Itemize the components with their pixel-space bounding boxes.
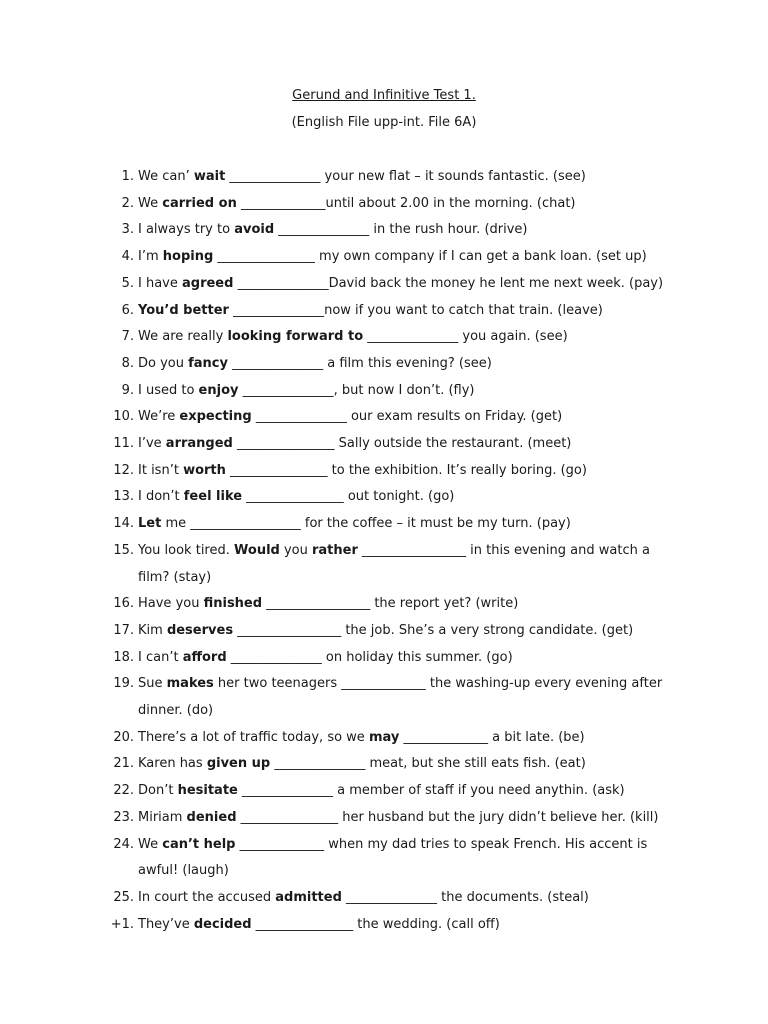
key-verb: enjoy	[198, 382, 239, 398]
question-fragment: Don’t	[138, 783, 178, 799]
question-fragment: We’re	[138, 409, 180, 425]
key-verb: Would	[234, 542, 280, 558]
key-verb: expecting	[179, 409, 252, 425]
key-verb: arranged	[165, 436, 233, 452]
question-item	[0, 404, 768, 431]
question-fragment: ______________ a member of staff if you need anythin. (ask)	[237, 783, 625, 799]
question-fragment: ______________David back the money he lent me next week. (pay)	[233, 275, 664, 291]
question-item	[0, 751, 768, 778]
question-fragment: ______________ your new flat – it sounds fantastic. (see)	[225, 169, 586, 184]
question-number: 4.	[121, 249, 134, 265]
question-fragment: I have	[138, 275, 182, 291]
question-number: 11.	[113, 436, 134, 452]
key-verb: worth	[183, 462, 226, 478]
key-verb: Let	[138, 516, 162, 532]
question-fragment: We are really	[138, 329, 228, 345]
question-number: 6.	[121, 302, 134, 318]
question-fragment: _______________ the wedding. (call off)	[251, 916, 500, 932]
question-text	[138, 538, 683, 591]
question-number: 20.	[113, 729, 134, 745]
question-fragment: We	[138, 836, 163, 852]
key-verb: wait	[193, 169, 226, 184]
question-item	[0, 885, 768, 912]
question-text	[138, 484, 683, 511]
question-text	[138, 912, 683, 939]
question-fragment: _____________ a bit late. (be)	[399, 729, 585, 745]
question-number: 16.	[113, 596, 134, 612]
question-number: 8.	[121, 355, 134, 371]
key-verb: admitted	[275, 889, 342, 905]
key-verb: may	[368, 729, 400, 745]
question-number: 19.	[113, 676, 134, 692]
key-verb: looking forward to	[227, 329, 364, 345]
question-fragment: Have you	[138, 596, 204, 612]
question-number: 3.	[121, 222, 134, 238]
question-number: 14.	[113, 516, 134, 532]
question-text	[138, 671, 683, 724]
question-fragment: We can’	[138, 169, 194, 184]
question-item	[0, 671, 768, 724]
question-fragment: I always try to	[138, 222, 235, 238]
question-number: 1.	[121, 169, 134, 184]
key-verb: agreed	[182, 275, 234, 291]
question-text	[138, 324, 683, 351]
question-number: 12.	[113, 462, 134, 478]
question-text	[138, 217, 683, 244]
question-fragment: ________________ the job. She’s a very strong candidate. (get)	[233, 622, 634, 638]
question-text	[138, 404, 683, 431]
question-item	[0, 244, 768, 271]
question-text	[138, 191, 683, 218]
question-fragment: _______________ out tonight. (go)	[242, 489, 455, 505]
question-fragment: ______________ on holiday this summer. (go)	[226, 649, 513, 665]
question-fragment: Miriam	[138, 809, 187, 825]
question-fragment: ______________ in the rush hour. (drive)	[274, 222, 528, 238]
key-verb: feel like	[183, 489, 243, 505]
page-subtitle: (English File upp-int. File 6A)	[291, 115, 477, 130]
page-title: Gerund and Infinitive Test 1.	[292, 88, 476, 103]
question-number: 23.	[113, 809, 134, 825]
question-text	[138, 298, 683, 325]
question-fragment: _____________ when my dad tries to speak French. His accent is awful! (laugh)	[138, 836, 648, 879]
question-number: 22.	[113, 783, 134, 799]
key-verb: avoid	[234, 222, 275, 238]
key-verb: given up	[206, 756, 271, 772]
question-text	[138, 351, 683, 378]
question-number: 9.	[121, 382, 134, 398]
question-text	[138, 591, 683, 618]
question-text	[138, 511, 683, 538]
question-text	[138, 805, 683, 832]
question-text	[138, 778, 683, 805]
question-item	[0, 645, 768, 672]
question-fragment: Do you	[138, 355, 189, 371]
question-item	[0, 912, 768, 939]
question-fragment: I’ve	[138, 436, 166, 452]
question-fragment: I’m	[138, 249, 163, 265]
question-text	[138, 645, 683, 672]
question-item	[0, 298, 768, 325]
question-fragment: _______________ her husband but the jury didn’t believe her. (kill)	[236, 809, 659, 825]
question-fragment: It isn’t	[138, 462, 184, 478]
question-fragment: her two teenagers _____________ the washing-up every evening after dinner. (do)	[138, 676, 663, 719]
question-item	[0, 725, 768, 752]
question-item	[0, 458, 768, 485]
question-list	[0, 164, 768, 938]
key-verb: denied	[186, 809, 237, 825]
question-fragment: In court the accused	[138, 889, 276, 905]
key-verb: makes	[166, 676, 214, 692]
question-fragment: I can’t	[138, 649, 183, 665]
question-item	[0, 271, 768, 298]
question-text	[138, 725, 683, 752]
question-item	[0, 191, 768, 218]
question-item	[0, 324, 768, 351]
question-number: 15.	[113, 542, 134, 558]
question-item	[0, 832, 768, 885]
key-verb: carried on	[162, 195, 237, 211]
question-item	[0, 778, 768, 805]
question-fragment: I used to	[138, 382, 199, 398]
question-item	[0, 511, 768, 538]
key-verb: decided	[193, 916, 252, 932]
key-verb: finished	[203, 596, 263, 612]
key-verb: fancy	[188, 355, 228, 371]
question-fragment: ______________ meat, but she still eats fish. (eat)	[270, 756, 586, 772]
question-item	[0, 431, 768, 458]
question-item	[0, 591, 768, 618]
question-fragment: me _________________ for the coffee – it must be my turn. (pay)	[161, 516, 571, 532]
question-number: 10.	[113, 409, 134, 425]
question-text	[138, 885, 683, 912]
key-verb: You’d better	[138, 302, 229, 318]
question-item	[0, 217, 768, 244]
question-number: 7.	[121, 329, 134, 345]
question-fragment: Sue	[138, 676, 167, 692]
key-verb: hoping	[162, 249, 214, 265]
question-text	[138, 458, 683, 485]
question-fragment: ______________ the documents. (steal)	[341, 889, 589, 905]
question-number: +1.	[110, 916, 134, 932]
question-item	[0, 351, 768, 378]
question-item	[0, 538, 768, 591]
question-number: 25.	[113, 889, 134, 905]
question-fragment: ______________ our exam results on Friday. (get)	[251, 409, 563, 425]
question-number: 5.	[121, 275, 134, 291]
question-number: 17.	[113, 622, 134, 638]
question-text	[138, 271, 683, 298]
question-item	[0, 378, 768, 405]
question-fragment: _______________ to the exhibition. It’s really boring. (go)	[225, 462, 587, 478]
key-verb: hesitate	[177, 783, 238, 799]
question-fragment: _______________ Sally outside the restaurant. (meet)	[232, 436, 572, 452]
question-number: 2.	[121, 195, 134, 211]
question-fragment: There’s a lot of traffic today, so we	[138, 729, 369, 745]
question-number: 24.	[113, 836, 134, 852]
question-fragment: ________________ the report yet? (write)	[262, 596, 519, 612]
question-fragment: _____________until about 2.00 in the morning. (chat)	[236, 195, 576, 211]
question-text	[138, 751, 683, 778]
question-text	[138, 832, 683, 885]
question-fragment: ______________, but now I don’t. (fly)	[238, 382, 475, 398]
question-fragment: They’ve	[138, 916, 194, 932]
question-text	[138, 618, 683, 645]
question-fragment: Karen has	[138, 756, 207, 772]
question-fragment: you	[279, 542, 312, 558]
question-fragment: Kim	[138, 622, 167, 638]
question-number: 18.	[113, 649, 134, 665]
question-text	[138, 244, 683, 271]
question-fragment: You look tired.	[138, 542, 235, 558]
question-fragment: ______________ a film this evening? (see)	[228, 355, 492, 371]
key-verb: afford	[182, 649, 227, 665]
question-item	[0, 484, 768, 511]
question-fragment: _______________ my own company if I can get a bank loan. (set up)	[213, 249, 647, 265]
question-text	[138, 164, 683, 191]
question-text	[138, 431, 683, 458]
key-verb: rather	[312, 542, 358, 558]
question-fragment: We	[138, 195, 163, 211]
question-fragment: I don’t	[138, 489, 184, 505]
question-number: 13.	[113, 489, 134, 505]
key-verb: can’t help	[162, 836, 236, 852]
question-fragment: ________________ in this evening and watch a film? (stay)	[138, 542, 650, 585]
question-item	[0, 805, 768, 832]
question-item	[0, 618, 768, 645]
question-fragment: ______________ you again. (see)	[363, 329, 568, 345]
question-text	[138, 378, 683, 405]
question-number: 21.	[113, 756, 134, 772]
question-fragment: ______________now if you want to catch that train. (leave)	[228, 302, 603, 318]
question-item	[0, 164, 768, 191]
key-verb: deserves	[166, 622, 234, 638]
